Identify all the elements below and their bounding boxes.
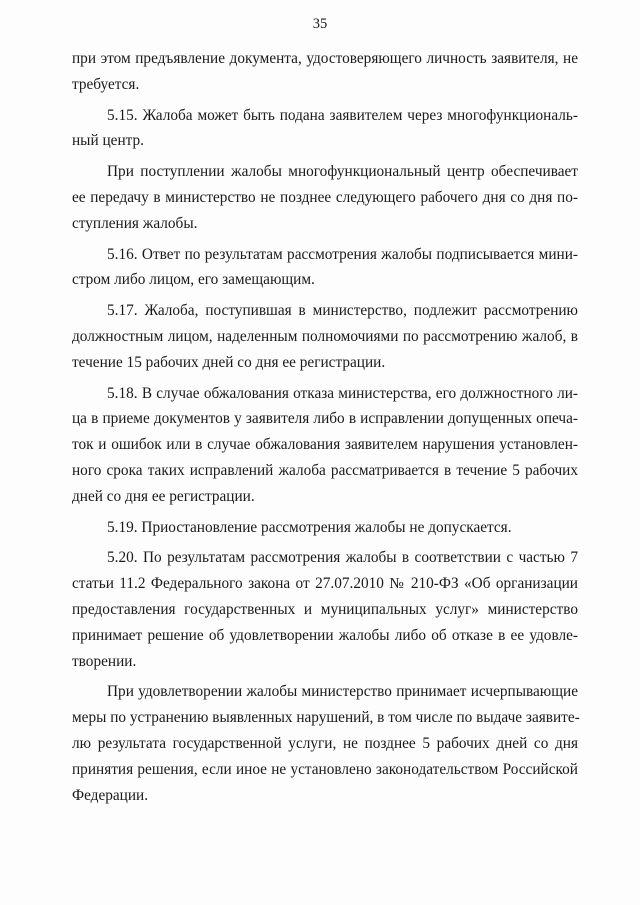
paragraph [72,46,578,98]
text-line: 5.15. Жалоба может быть подана заявителем через многофункциональ- [107,106,578,124]
paragraph-5-17 [72,298,578,375]
text-line: при этом предъявление документа, удостоверяющего личность заявителя, не [72,50,578,67]
text-line: ного срока таких исправлений жалоба рассматривается в течение 5 рабочих [72,461,578,479]
text-line: При удовлетворении жалобы министерство принимает исчерпывающие [107,683,578,701]
text-line: лю результата государственной услуги, не позднее 5 рабочих дней со дня [72,734,578,752]
text-line: ступления жалобы. [72,214,198,232]
text-line: ный центр. [72,132,144,150]
text-line: меры по устранению выявленных нарушений, в том числе по выдаче заявите- [72,709,580,727]
text-line: дней со дня ее регистрации. [72,487,255,505]
text-line: статьи 11.2 Федерального закона от 27.07.2010 № 210-ФЗ «Об организации [72,575,578,593]
text-line: 5.19. Приостановление рассмотрения жалобы не допускается. [107,518,512,536]
text-line: принимает решение об удовлетворении жалобы либо об отказе в ее удовле- [72,626,578,644]
text-line: 5.20. По результатам рассмотрения жалобы в соответствии с частью 7 [107,549,578,567]
text-line: творении. [72,652,137,670]
text-line: стром либо лицом, его замещающим. [72,271,315,289]
text-line: должностным лицом, наделенным полномочиями по рассмотрению жалоб, в [72,327,578,345]
paragraph-5-19 [72,515,578,541]
paragraph-5-18 [72,381,578,510]
paragraph-5-15 [72,103,578,155]
text-line: 5.18. В случае обжалования отказа министерства, его должностного ли- [107,384,578,402]
paragraph-5-16 [72,242,578,294]
text-line: принятия решения, если иное не установлено законодательством Российской [72,760,578,778]
document-body [72,46,578,808]
page-number: 35 [312,16,328,32]
text-line: ее передачу в министерство не позднее следующего рабочего дня со дня по- [72,188,578,206]
text-line: ца в приеме документов у заявителя либо в исправлении допущенных опеча- [72,410,578,428]
paragraph [72,159,578,236]
text-line: 5.17. Жалоба, поступившая в министерство, подлежит рассмотрению [107,302,578,320]
text-line: При поступлении жалобы многофункциональный центр обеспечивает [107,163,578,181]
paragraph [72,679,578,808]
text-line: течение 15 рабочих дней со дня ее регистрации. [72,353,386,371]
text-line: предоставления государственных и муниципальных услуг» министерство [72,600,578,618]
text-line: Федерации. [72,786,149,804]
text-line: требуется. [72,75,140,93]
paragraph-5-20 [72,545,578,674]
text-line: 5.16. Ответ по результатам рассмотрения жалобы подписывается мини- [107,245,578,263]
text-line: ток и ошибок или в случае обжалования заявителем нарушения установлен- [72,436,578,454]
